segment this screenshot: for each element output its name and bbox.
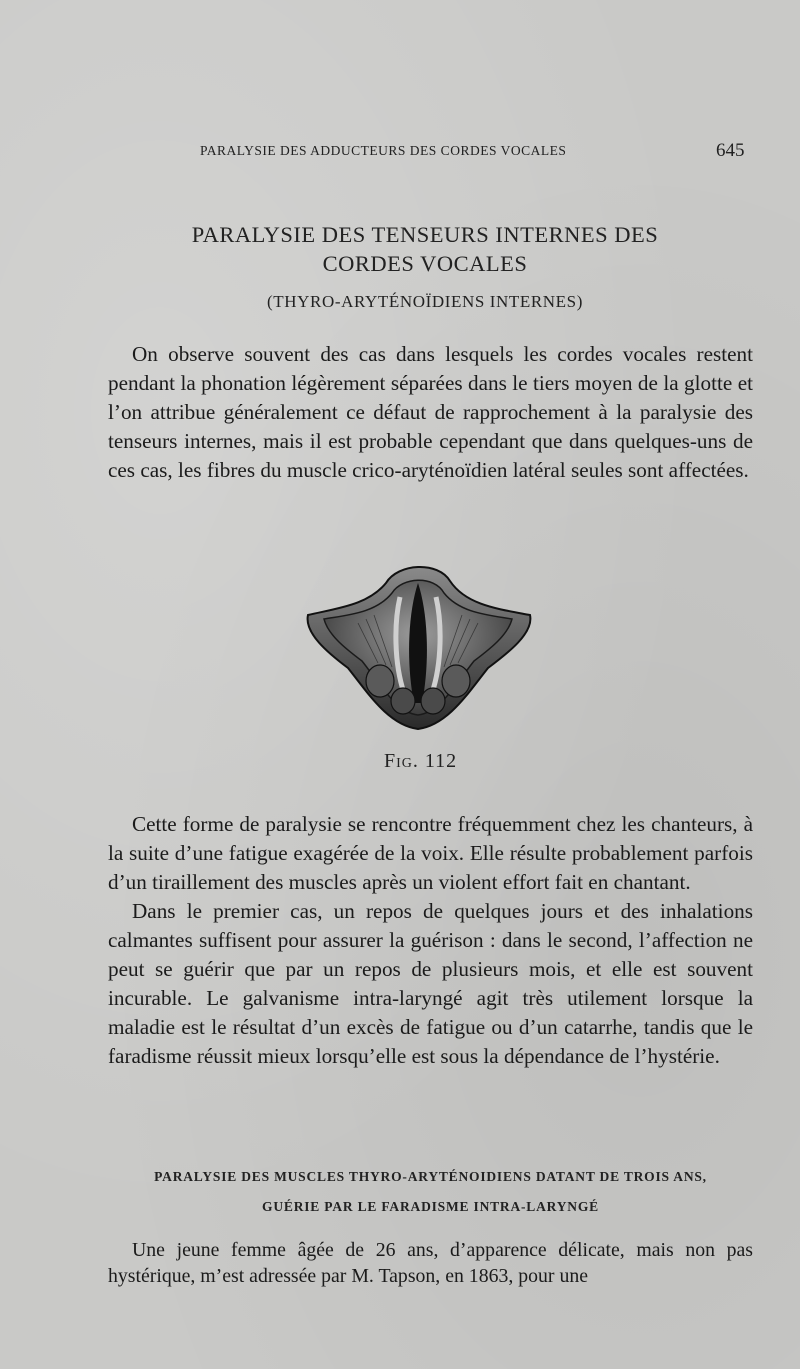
case-text xyxy=(108,1237,753,1289)
body-text-continued xyxy=(108,810,753,1071)
case-heading-line-2: GUÉRIE PAR LE FARADISME INTRA-LARYNGÉ xyxy=(262,1199,599,1214)
figure-larynx xyxy=(298,553,538,733)
chapter-title xyxy=(100,220,750,278)
paragraph: Dans le premier cas, un repos de quelques jours et des inhalations calmantes suffisent pour assurer la guérison : dans le second, l’affection ne peut se guérir que par un repos de plusieurs mois, et elle est souvent incurable. Le galvanisme intra-laryngé agit très utilement lorsque la maladie est le résultat d’un excès de fatigue ou d’un catarrhe, tandis que le faradisme réussit mieux lorsqu’elle est sous la dépendance de l’hystérie. xyxy=(108,899,753,1068)
body-text-intro xyxy=(108,340,753,485)
chapter-subtitle: (THYRO-ARYTÉNOÏDIENS INTERNES) xyxy=(267,292,583,311)
chapter-title-line-1: PARALYSIE DES TENSEURS INTERNES DES xyxy=(191,222,659,247)
chapter-title-line-2: CORDES VOCALES xyxy=(322,251,528,276)
paragraph: Une jeune femme âgée de 26 ans, d’apparence délicate, mais non pas hystérique, m’est adressée par M. Tapson, en 1863, pour une xyxy=(108,1239,753,1287)
page-number: 645 xyxy=(716,140,745,161)
paragraph: Cette forme de paralysie se rencontre fréquemment chez les chanteurs, à la suite d’une fatigue exagérée de la voix. Elle résulte probablement parfois d’un tiraillement des muscles après un violent effort fait en chantant. xyxy=(108,812,753,894)
running-title: PARALYSIE DES ADDUCTEURS DES CORDES VOCALES xyxy=(200,143,567,158)
case-heading-line-1: PARALYSIE DES MUSCLES THYRO-ARYTÉNOIDIENS DATANT DE TROIS ANS, xyxy=(154,1169,707,1184)
figure-caption xyxy=(384,750,457,773)
larynx-illustration-icon xyxy=(298,553,538,733)
figure-caption-prefix: Fig. xyxy=(384,750,419,772)
figure-caption-number: 112 xyxy=(424,750,458,772)
paragraph: On observe souvent des cas dans lesquels les cordes vocales restent pendant la phonation légèrement séparées dans le tiers moyen de la glotte et l’on attribue généralement ce défaut de rapprochement à la paralysie des tenseurs internes, mais il est probable cependant que dans quelques-uns de ces cas, les fibres du muscle crico-aryténoïdien latéral seules sont affectées. xyxy=(108,342,753,482)
